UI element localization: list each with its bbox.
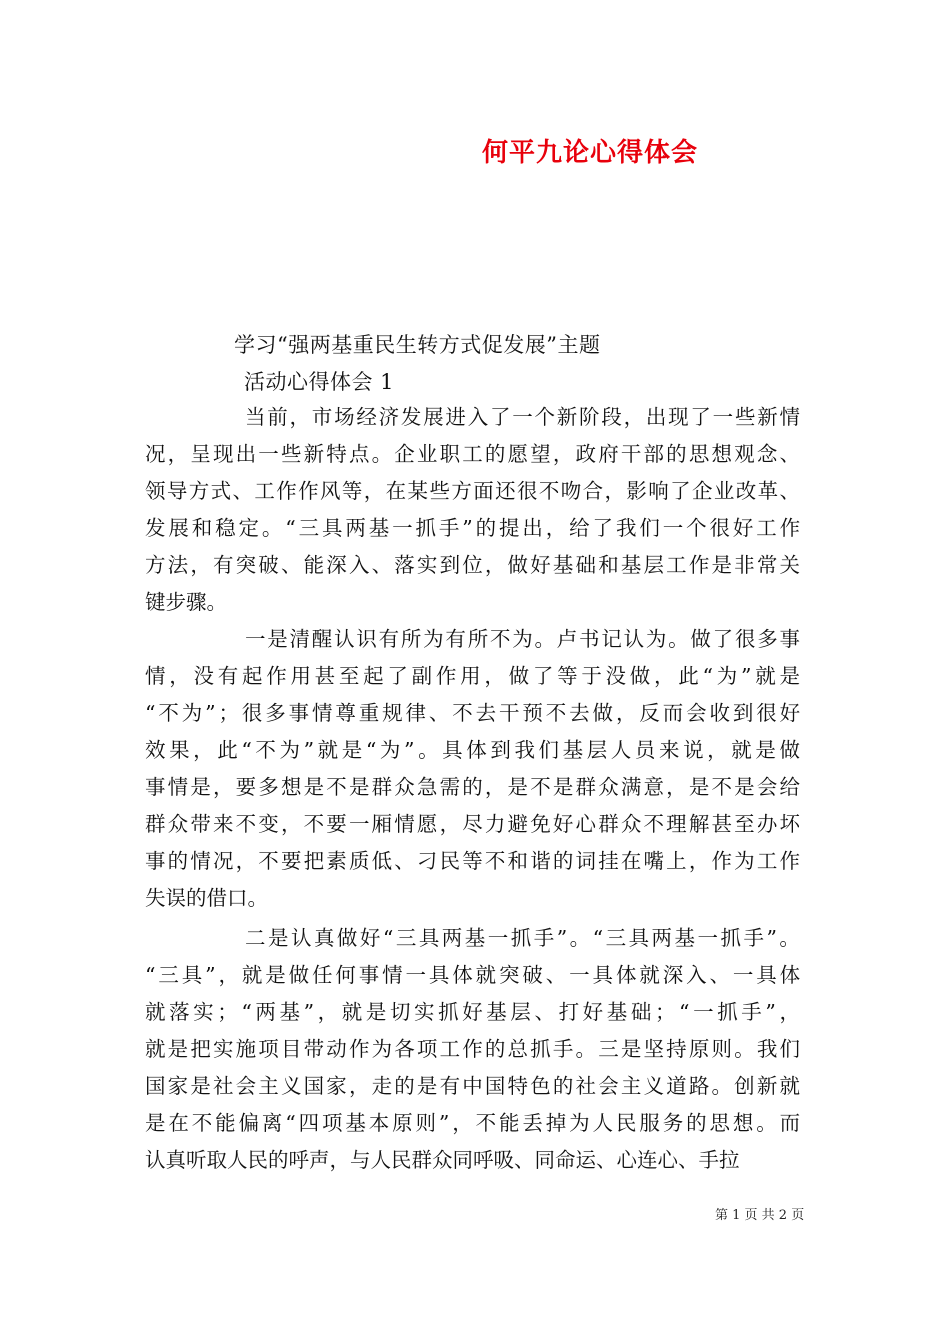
paragraph-line: 当前，市场经济发展进入了一个新阶段，出现了一些新情 bbox=[245, 405, 802, 429]
subtitle-line-1: 学习“强两基重民生转方式促发展”主题 bbox=[234, 333, 601, 357]
paragraph-line: 效果，此“不为”就是“为”。具体到我们基层人员来说，就是做 bbox=[145, 738, 804, 762]
paragraph-line: 领导方式、工作作风等，在某些方面还很不吻合，影响了企业改革、 bbox=[145, 479, 802, 503]
paragraph-line: 国家是社会主义国家，走的是有中国特色的社会主义道路。创新就 bbox=[145, 1074, 803, 1098]
document-title: 何平九论心得体会 bbox=[481, 138, 698, 168]
paragraph-line: “三具”，就是做任何事情一具体就突破、一具体就深入、一具体 bbox=[145, 963, 803, 987]
paragraph-line: 键步骤。 bbox=[145, 590, 227, 614]
paragraph-line: 认真听取人民的呼声，与人民群众同呼吸、同命运、心连心、手拉 bbox=[145, 1148, 740, 1172]
paragraph-line: 一是清醒认识有所为有所不为。卢书记认为。做了很多事 bbox=[245, 627, 802, 651]
paragraph-line: 发展和稳定。“三具两基一抓手”的提出，给了我们一个很好工作 bbox=[145, 516, 803, 540]
paragraph-line: 事情是，要多想是不是群众急需的，是不是群众满意，是不是会给 bbox=[145, 775, 803, 799]
subtitle-line-2: 活动心得体会 1 bbox=[244, 370, 395, 394]
paragraph-line: 二是认真做好“三具两基一抓手”。“三具两基一抓手”。 bbox=[245, 926, 803, 950]
paragraph-line: 是在不能偏离“四项基本原则”，不能丢掉为人民服务的思想。而 bbox=[145, 1111, 803, 1135]
paragraph-line: 就落实；“两基”，就是切实抓好基层、打好基础；“一抓手”， bbox=[145, 1000, 804, 1024]
paragraph-line: 群众带来不变，不要一厢情愿，尽力避免好心群众不理解甚至办坏 bbox=[145, 812, 803, 836]
paragraph-line: 情，没有起作用甚至起了副作用，做了等于没做，此“为”就是 bbox=[145, 664, 804, 688]
paragraph-line: “不为”；很多事情尊重规律、不去干预不去做，反而会收到很好 bbox=[145, 701, 803, 725]
paragraph-line: 就是把实施项目带动作为各项工作的总抓手。三是坚持原则。我们 bbox=[145, 1037, 803, 1061]
paragraph-line: 失误的借口。 bbox=[145, 886, 268, 910]
paragraph-line: 况，呈现出一些新特点。企业职工的愿望，政府干部的思想观念、 bbox=[145, 442, 803, 466]
paragraph-line: 事的情况，不要把素质低、刁民等不和谐的词挂在嘴上，作为工作 bbox=[145, 849, 803, 873]
page-footer: 第 1 页 共 2 页 bbox=[715, 1208, 805, 1223]
paragraph-line: 方法，有突破、能深入、落实到位，做好基础和基层工作是非常关 bbox=[145, 553, 803, 577]
